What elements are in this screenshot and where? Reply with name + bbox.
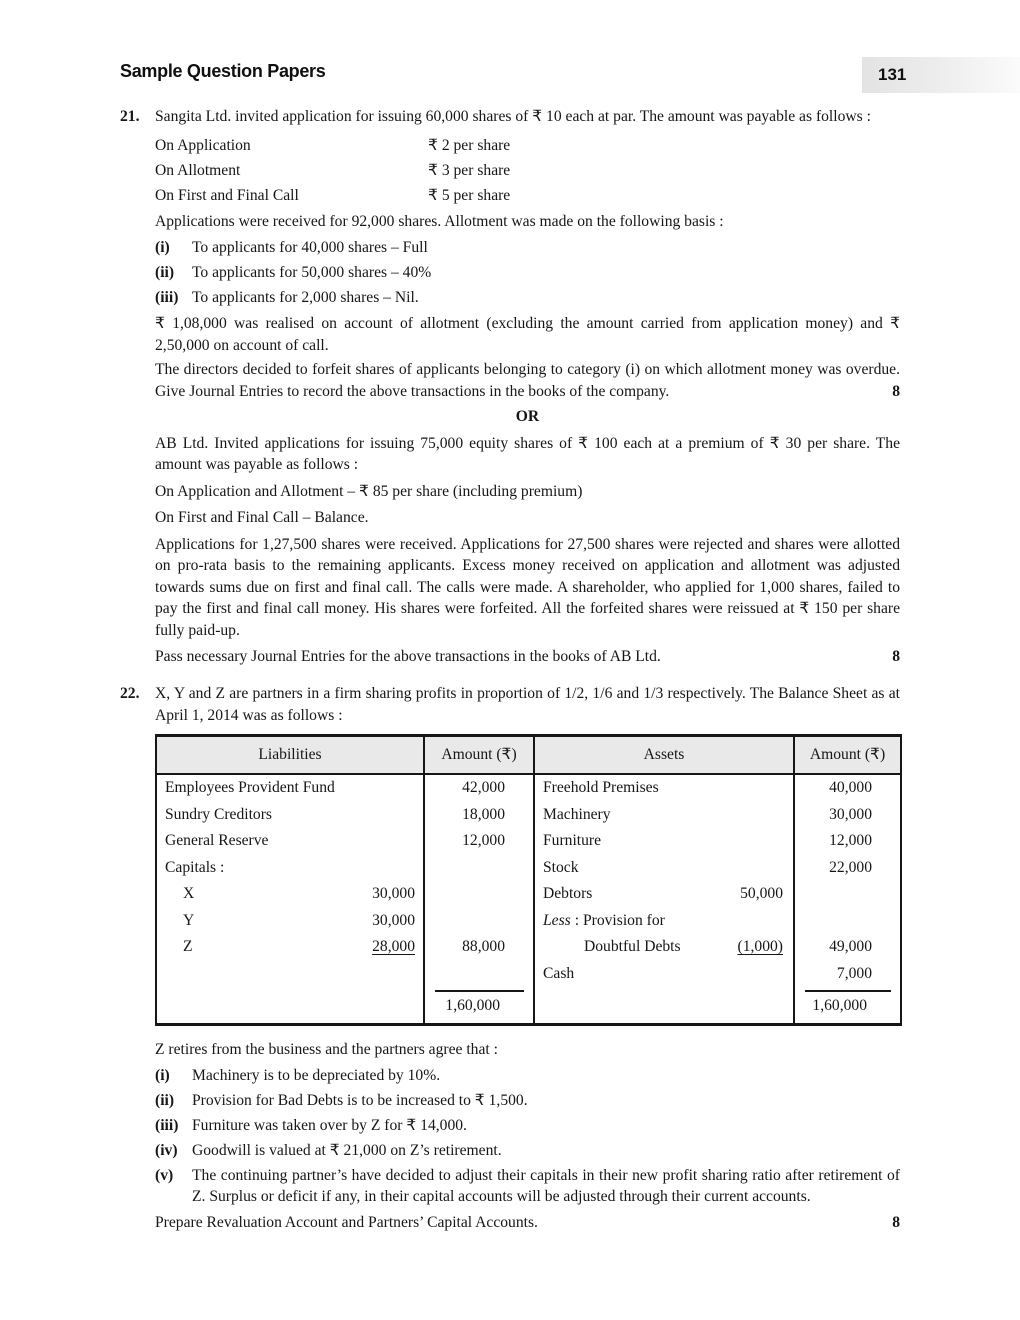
liability-name: Capitals :	[165, 858, 225, 876]
partner-capital-name: X	[183, 885, 195, 902]
asset-name: Doubtful Debts	[584, 938, 681, 955]
list-marker: (v)	[155, 1167, 174, 1184]
asset-amount: 12,000	[794, 828, 901, 855]
list-item	[155, 1138, 900, 1163]
partner-capital-name: Z	[183, 938, 193, 955]
liability-amount	[424, 881, 534, 908]
payment-value: ₹ 5 per share	[428, 186, 511, 204]
liability-amount: 12,000	[424, 828, 534, 855]
q21-or-line-1: On Application and Allotment – ₹ 85 per share (including premium)	[155, 482, 583, 500]
payment-label: On First and Final Call	[155, 186, 299, 204]
q21-marks: 8	[892, 382, 900, 400]
less-label: Less	[543, 911, 571, 929]
list-text: Goodwill is valued at ₹ 21,000 on Z’s retirement.	[192, 1141, 502, 1159]
list-text: Provision for Bad Debts is to be increased to ₹ 1,500.	[192, 1091, 528, 1109]
list-text: To applicants for 2,000 shares – Nil.	[192, 288, 419, 306]
list-text: The continuing partner’s have decided to adjust their capitals in their new profit sharing ratio after retirement of Z. Surplus or deficit if any, in their capital accounts will be adjusted through their current accounts.	[192, 1166, 900, 1206]
table-row	[156, 802, 901, 829]
list-text: To applicants for 40,000 shares – Full	[192, 238, 428, 256]
q21-realised-para: ₹ 1,08,000 was realised on account of allotment (excluding the amount carried from application money) and ₹ 2,50,000 on account of call.	[155, 315, 900, 354]
payment-row	[155, 133, 900, 158]
list-item	[155, 1063, 900, 1088]
asset-amount: 49,000	[794, 934, 901, 961]
table-row	[156, 934, 901, 961]
q22-retirement-line: Z retires from the business and the partners agree that :	[155, 1040, 498, 1058]
payment-value: ₹ 3 per share	[428, 161, 511, 179]
payment-row	[155, 158, 900, 183]
balance-sheet-table	[155, 734, 902, 1026]
liability-amount: 42,000	[424, 774, 534, 802]
col-header-assets: Assets	[534, 736, 794, 775]
q21-or-para: Applications for 1,27,500 shares were received. Applications for 27,500 shares were rejected and shares were allotted on pro-rata basis to the remaining applicants. Excess money received on application and allotment was adjusted towards sums due on first and final call. The calls were made. A shareholder, who applied for 1,000 shares, failed to pay the first and final call money. His shares were forfeited. All the forfeited shares were reissued at ₹ 150 per share fully paid-up.	[155, 535, 900, 639]
or-separator: OR	[515, 408, 540, 425]
liability-amount: 88,000	[424, 934, 534, 961]
asset-sub-amount: 50,000	[740, 885, 783, 902]
list-item	[155, 1088, 900, 1113]
list-text: Furniture was taken over by Z for ₹ 14,000.	[192, 1116, 467, 1134]
q22-closing: Prepare Revaluation Account and Partners’ Capital Accounts.	[155, 1213, 538, 1231]
page-title: Sample Question Papers	[120, 61, 326, 81]
partner-capital-amount: 30,000	[372, 911, 415, 929]
payment-label: On Allotment	[155, 161, 241, 179]
liability-name: Employees Provident Fund	[165, 779, 335, 796]
table-header-row	[156, 736, 901, 775]
list-marker: (i)	[155, 239, 170, 256]
asset-sub-amount: (1,000)	[737, 938, 783, 955]
liability-amount	[424, 961, 534, 988]
q21-or-line-2: On First and Final Call – Balance.	[155, 508, 369, 526]
table-totals-row	[156, 987, 901, 1024]
question-22-body	[155, 683, 900, 1239]
table-row	[156, 774, 901, 802]
partner-capital-name: Y	[183, 911, 195, 929]
list-item	[155, 1113, 900, 1138]
asset-amount: 22,000	[794, 855, 901, 882]
list-text: To applicants for 50,000 shares – 40%	[192, 263, 432, 281]
table-row	[156, 961, 901, 988]
partner-capital-amount: 30,000	[372, 885, 415, 902]
list-item	[155, 260, 900, 285]
asset-name: Freehold Premises	[543, 779, 659, 796]
list-marker: (iii)	[155, 1117, 179, 1134]
question-22-number: 22.	[120, 685, 140, 702]
question-21-number: 21.	[120, 108, 140, 125]
q21-payment-schedule	[155, 133, 900, 208]
q21-allotment-basis	[155, 235, 900, 310]
page-number-box	[862, 57, 1020, 93]
table-row	[156, 908, 901, 935]
payment-value: ₹ 2 per share	[428, 136, 511, 154]
col-header-liabilities: Liabilities	[156, 736, 424, 775]
list-text: Machinery is to be depreciated by 10%.	[192, 1066, 441, 1084]
q21-intro: Sangita Ltd. invited application for issuing 60,000 shares of ₹ 10 each at par. The amount was payable as follows :	[155, 108, 871, 125]
q21-directors-para-wrap	[155, 359, 900, 402]
liability-amount	[424, 908, 534, 935]
q21-or-intro: AB Ltd. Invited applications for issuing 75,000 equity shares of ₹ 100 each at a premium of ₹ 30 per share. The amount was payable as follows :	[155, 434, 900, 473]
asset-sub-amount	[783, 855, 785, 882]
table-row	[156, 855, 901, 882]
question-21-body	[155, 106, 900, 673]
q21-or-closing: Pass necessary Journal Entries for the above transactions in the books of AB Ltd.	[155, 648, 661, 665]
asset-sub-amount	[783, 775, 785, 802]
col-header-amount-left: Amount (₹)	[424, 736, 534, 775]
asset-sub-amount	[783, 828, 785, 855]
list-marker: (iv)	[155, 1142, 178, 1159]
asset-sub-amount	[783, 908, 785, 935]
q21-or-marks: 8	[892, 648, 900, 665]
asset-name: Machinery	[543, 805, 611, 823]
liability-amount: 18,000	[424, 802, 534, 829]
payment-row	[155, 183, 900, 208]
list-item	[155, 235, 900, 260]
list-item	[155, 1163, 900, 1208]
page-number: 131	[878, 65, 907, 84]
list-marker: (ii)	[155, 264, 175, 281]
q21-applications-line: Applications were received for 92,000 shares. Allotment was made on the following basis :	[155, 212, 724, 230]
list-marker: (i)	[155, 1067, 170, 1084]
asset-name: Cash	[543, 964, 575, 982]
asset-name: Less : Provision for	[543, 911, 665, 929]
asset-amount: 30,000	[794, 802, 901, 829]
liability-name: Sundry Creditors	[165, 805, 272, 823]
asset-sub-amount	[783, 961, 785, 988]
asset-name: Stock	[543, 858, 579, 876]
q22-intro: X, Y and Z are partners in a firm sharing profits in proportion of 1/2, 1/6 and 1/3 respectively. The Balance Sheet as at April 1, 2014 was as follows :	[155, 685, 900, 724]
payment-label: On Application	[155, 136, 251, 154]
asset-amount: 40,000	[794, 774, 901, 802]
partner-capital-amount: 28,000	[372, 938, 415, 955]
asset-amount: 7,000	[794, 961, 901, 988]
q21-directors-para: The directors decided to forfeit shares of applicants belonging to category (i) on which allotment money was overdue. Give Journal Entries to record the above transactions in the books of the company.	[155, 361, 900, 400]
question-22	[120, 683, 900, 1239]
question-21	[120, 106, 900, 673]
assets-total: 1,60,000	[805, 990, 891, 1023]
table-row	[156, 828, 901, 855]
liability-name: General Reserve	[165, 832, 269, 849]
liabilities-total: 1,60,000	[435, 990, 524, 1023]
list-marker: (ii)	[155, 1092, 175, 1109]
q22-conditions	[155, 1063, 900, 1208]
liability-amount	[424, 855, 534, 882]
q21-or-closing-row	[155, 644, 900, 669]
asset-amount	[794, 908, 901, 935]
asset-name: Debtors	[543, 885, 593, 902]
asset-name: Furniture	[543, 832, 602, 849]
list-marker: (iii)	[155, 289, 179, 306]
asset-amount	[794, 881, 901, 908]
list-item	[155, 285, 900, 310]
table-row	[156, 881, 901, 908]
page-content	[120, 106, 900, 1249]
q22-marks: 8	[892, 1213, 900, 1231]
asset-sub-amount	[783, 802, 785, 829]
col-header-amount-right: Amount (₹)	[794, 736, 901, 775]
q22-closing-row	[155, 1210, 900, 1235]
